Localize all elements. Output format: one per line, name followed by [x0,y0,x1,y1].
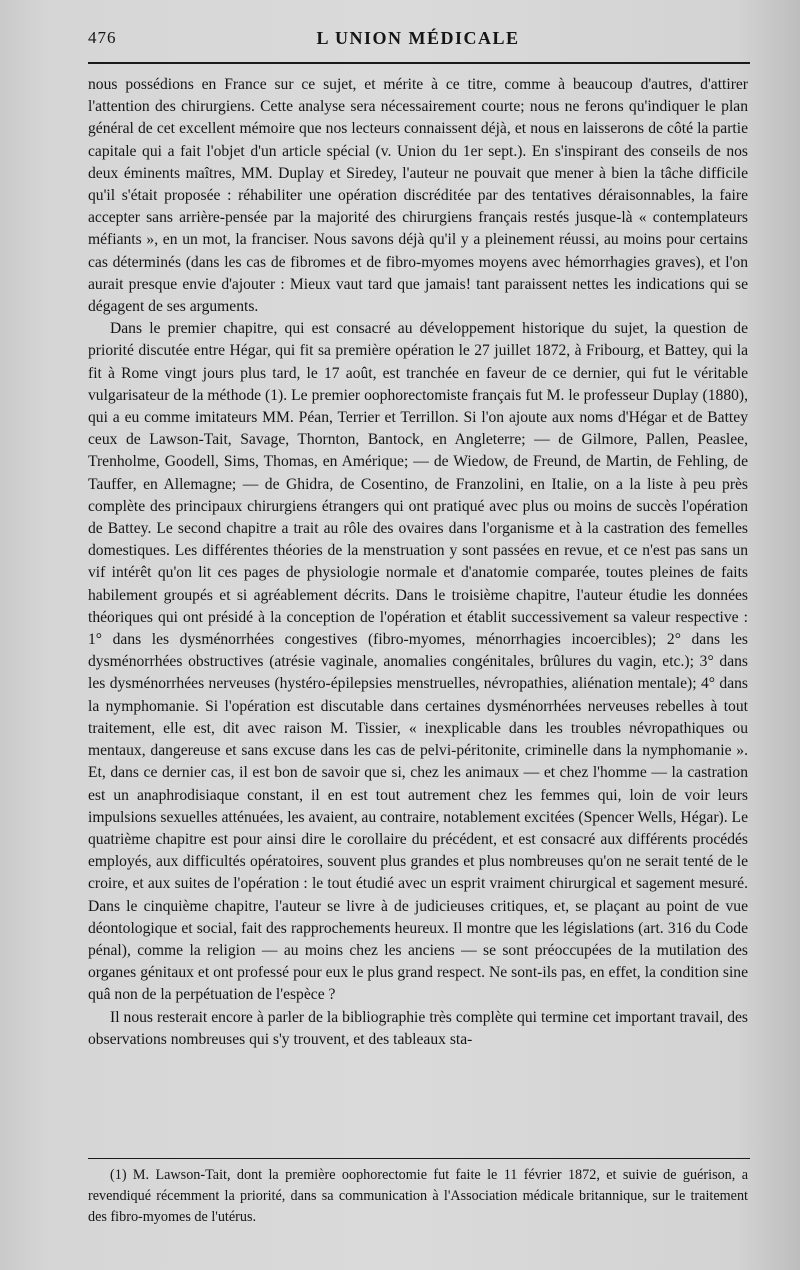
footnote [88,1165,748,1228]
footnote-rule [88,1158,750,1159]
page-number: 476 [88,28,117,47]
running-title: L UNION MÉDICALE [316,28,520,48]
paragraph: Il nous resterait encore à parler de la bibliographie très complète qui termine cet important travail, des observations nombreuses qui s'y trouvent, et des tableaux sta- [88,1008,748,1048]
body-text [88,74,748,1051]
paragraph: Dans le premier chapitre, qui est consacré au développement historique du sujet, la question de priorité discutée entre Hégar, qui fit sa première opération le 27 juillet 1872, à Fribourg, et Battey, qui la fit à Rome vingt jours plus tard, le 17 août, est tranchée en faveur de ce dernier, qui fut le véritable vulgarisateur de la méthode (1). Le premier oophorectomiste français fut M. le professeur Duplay (1880), qui a eu comme imitateurs MM. Péan, Terrier et Terrillon. Si l'on ajoute aux noms d'Hégar et de Battey ceux de Lawson-Tait, Savage, Thornton, Bantock, en Angleterre; — de Gilmore, Pallen, Peaslee, Trenholme, Goodell, Sims, Thomas, en Amérique; — de Wiedow, de Freund, de Martin, de Fehling, de Tauffer, en Allemagne; — de Ghidra, de Cosentino, de Franzolini, en Italie, on a la liste à peu près complète des principaux chirurgiens étrangers qui ont pratiqué avec plus ou moins de succès l'opération de Battey. Le second chapitre a trait au rôle des ovaires dans l'organisme et à la castration des femelles domestiques. Les différentes théories de la menstruation y sont passées en revue, et ce n'est pas sans un vif intérêt qu'on lit ces pages de physiologie normale et d'anatomie comparée, toutes pleines de faits habilement groupés et si agréablement décrits. Dans le troisième chapitre, l'auteur étudie les données théoriques qui ont présidé à la conception de l'opération et établit successivement sa valeur respective : 1° dans les dysménorrhées congestives (fibro-myomes, ménorrhagies incoercibles); 2° dans les dysménorrhées obstructives (atrésie vaginale, anomalies congénitales, brûlures du vagin, etc.); 3° dans les dysménorrhées nerveuses (hystéro-épilepsies menstruelles, névropathies, aliénation mentale); 4° dans la nymphomanie. Si l'opération est discutable dans certaines dysménorrhées nerveuses rebelles à tout traitement, elle est, dit avec raison M. Tissier, « inexplicable dans les troubles névropathiques ou mentaux, dangereuse et sans excuse dans les cas de pelvi-péritonite, criminelle dans la nymphomanie ». Et, dans ce dernier cas, il est bon de savoir que si, chez les animaux — et chez l'homme — la castration est un anaphrodisiaque constant, il en est tout autrement chez les femmes qui, loin de voir leurs impulsions sexuelles atténuées, les avaient, au contraire, notablement excitées (Spencer Wells, Hégar). Le quatrième chapitre est pour ainsi dire le corollaire du précédent, et est consacré aux différents procédés employés, aux difficultés opératoires, souvent plus grandes et plus nombreuses qu'on ne serait tenté de le croire, et aux suites de l'opération : le tout étudié avec un esprit vraiment chirurgical et sagement mesuré. Dans le cinquième chapitre, l'auteur se livre à de judicieuses critiques, et, se plaçant au point de vue déontologique et social, fait des rapprochements heureux. Il montre que les législations (art. 316 du Code pénal), comme la religion — au moins chez les anciens — se sont préoccupées de la mutilation des organes génitaux et ont professé pour eux le plus grand respect. Ne sont-ils pas, en effet, la condition sine quâ non de la perpétuation de l'espèce ? [88,320,748,1004]
footnote-text: (1) M. Lawson-Tait, dont la première oophorectomie fut faite le 11 février 1872, et suivie de guérison, a revendiqué récemment la priorité, dans sa communication à l'Association médicale britannique, sur le traitement des fibro-myomes de l'utérus. [88,1167,748,1225]
page-header [88,28,748,58]
paragraph: nous possédions en France sur ce sujet, et mérite à ce titre, comme à beaucoup d'autres, d'attirer l'attention des chirurgiens. Cette analyse sera nécessairement courte; nous ne ferons qu'indiquer le plan général de cet excellent mémoire que nos lecteurs connaissent déjà, et nous en laisserons de côté la partie capitale qui a fait l'objet d'un article spécial (v. Union du 1er sept.). En s'inspirant des conseils de nos deux éminents maîtres, MM. Duplay et Siredey, l'auteur ne pouvait que mener à bien la tâche difficile qu'il s'était proposée : réhabiliter une opération discréditée par des tentatives déraisonnables, la faire accepter sans arrière-pensée par la majorité des chirurgiens français restés jusque-là « contemplateurs méfiants », en un mot, la franciser. Nous savons déjà qu'il y a pleinement réussi, au moins pour certains cas déterminés (dans les cas de fibromes et de fibro-myomes moyens avec hémorrhagies graves), et l'on aurait presque envie d'ajouter : Mieux vaut tard que jamais! tant paraissent nettes les indications qui se dégagent de ses arguments. [88,76,748,316]
header-rule [88,62,750,64]
